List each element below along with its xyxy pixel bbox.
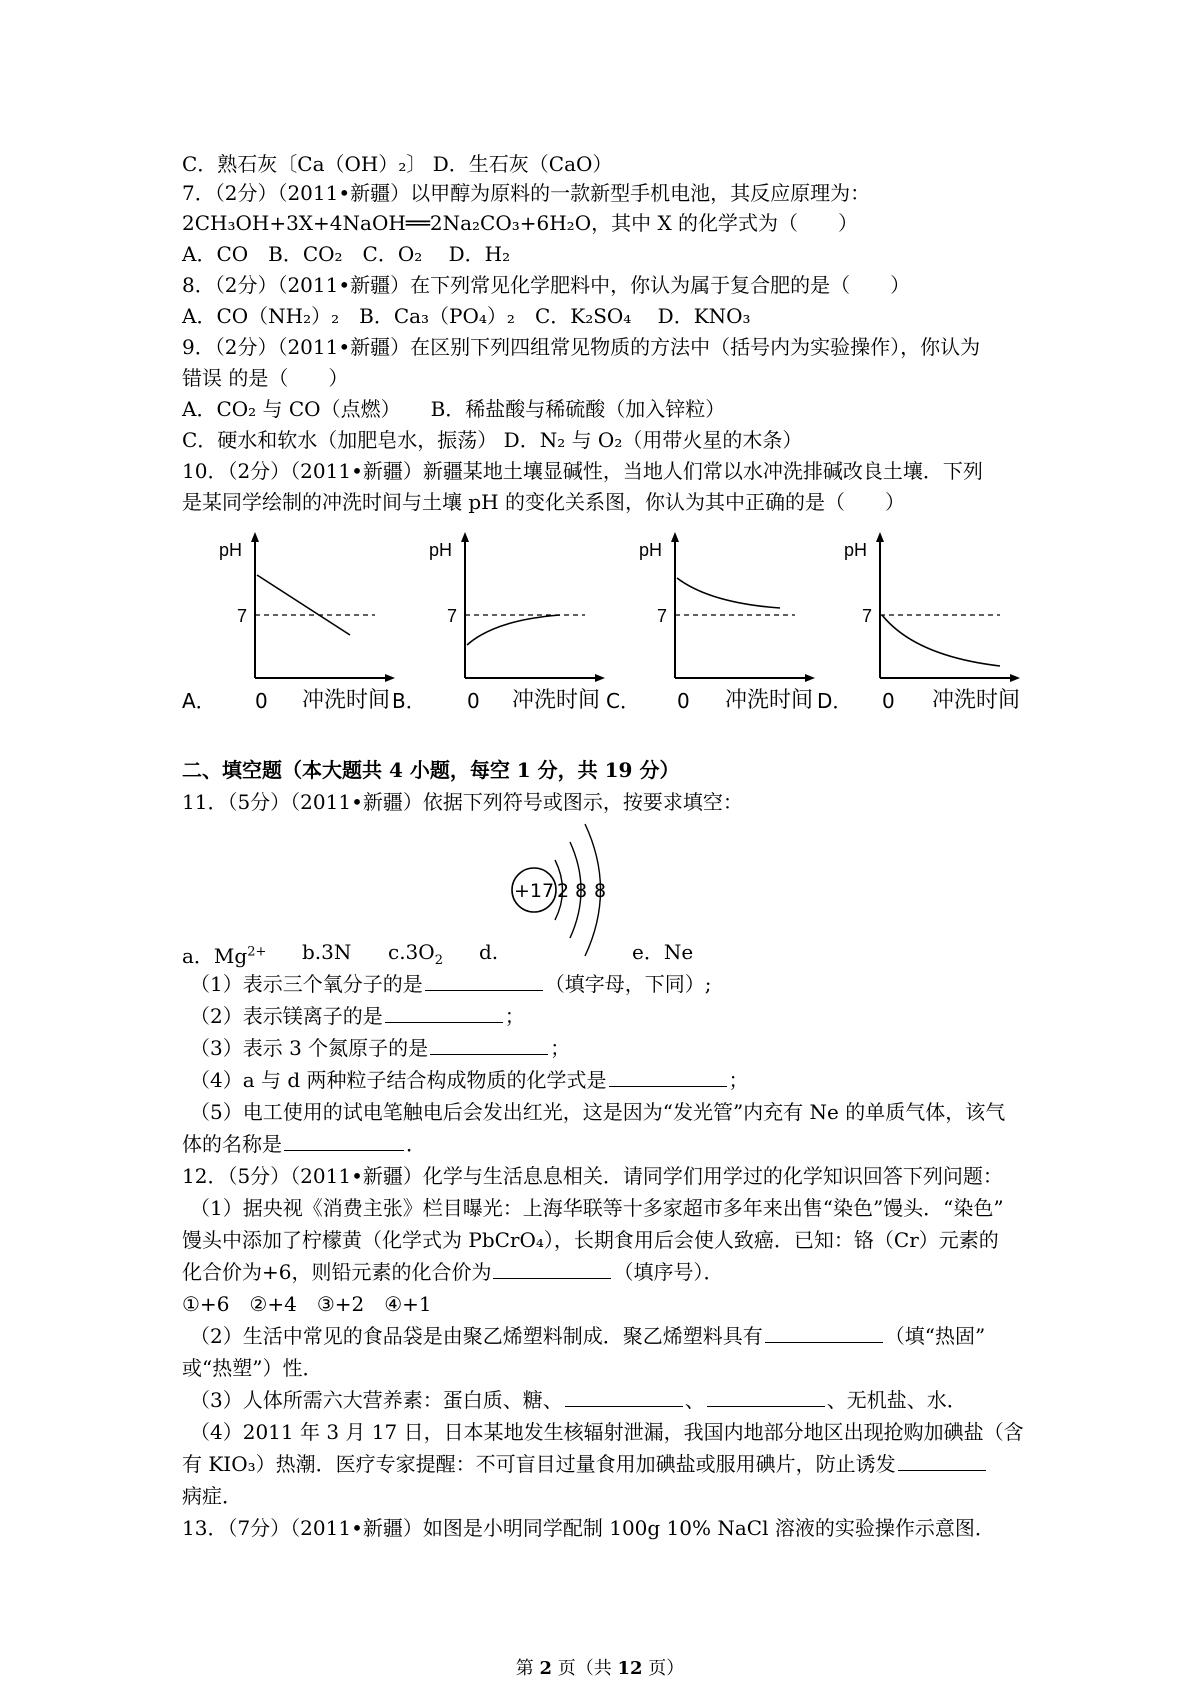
ph-graph-c bbox=[635, 528, 815, 698]
symbol-e: e．Ne bbox=[632, 940, 694, 964]
symbol-c: $c.3O_2$ bbox=[388, 940, 443, 968]
graph-c-origin: 0 bbox=[677, 689, 690, 713]
graph-b-ylabel: pH bbox=[429, 540, 453, 560]
ph-graph-b bbox=[425, 528, 605, 698]
q12-part-1-c: 化合价为+6，则铅元素的化合价为 （填序号）． bbox=[182, 1260, 724, 1284]
q13-stem: 13．（7分）（2011•新疆）如图是小明同学配制 100g 10% NaCl 溶液的实验操作示意图． bbox=[182, 1516, 995, 1540]
graph-d-ref: 7 bbox=[862, 606, 873, 626]
q12-part-4-b: 有 KIO₃）热潮．医疗专家提醒：不可盲目过量食用加碘盐或服用碘片，防止诱发 bbox=[182, 1450, 988, 1478]
symbol-b: b.3N bbox=[302, 940, 352, 964]
q9-stem: 9．（2分）（2011•新疆）在区别下列四组常见物质的方法中（括号内为实验操作），你认为 bbox=[182, 335, 981, 359]
q7-equation: 2CH₃OH+3X+4NaOH══2Na₂CO₃+6H₂O，其中 X 的化学式为（ ） bbox=[182, 211, 859, 235]
q11-part-1: （1）表示三个氧分子的是 （填字母，下同）; bbox=[190, 972, 712, 996]
q7-options: A．CO B．CO₂ C．O₂ D．H₂ bbox=[182, 242, 511, 266]
q11-stem: 11．（5分）（2011•新疆）依据下列符号或图示，按要求填空： bbox=[182, 790, 743, 814]
symbol-a: a．$Mg^{2+}$ bbox=[182, 943, 267, 968]
graph-b-xlabel: 冲洗时间 bbox=[512, 688, 601, 713]
page-total: 12 bbox=[617, 1658, 643, 1679]
blank-5 bbox=[284, 1130, 404, 1151]
blank-7 bbox=[765, 1322, 883, 1343]
q12-part-4: （4）2011 年 3 月 17 日，日本某地发生核辐射泄漏，我国内地部分地区出现抢购加碘盐（含 bbox=[190, 1420, 1024, 1444]
blank-2 bbox=[385, 1002, 503, 1023]
q11-part-4: （4）a 与 d 两种粒子结合构成物质的化学式是 ； bbox=[190, 1068, 749, 1092]
graph-a-xlabel: 冲洗时间 bbox=[302, 688, 391, 713]
q11-part-3: （3）表示 3 个氮原子的是 ； bbox=[190, 1036, 571, 1060]
blank-10 bbox=[898, 1450, 986, 1471]
graph-b-origin: 0 bbox=[467, 689, 480, 713]
q11-part-5: （5）电工使用的试电笔触电后会发出红光，这是因为“发光管”内充有 Ne 的单质气体，该气 bbox=[190, 1100, 1006, 1124]
shell-1-electrons: 2 bbox=[556, 880, 570, 902]
q7-stem: 7．（2分）（2011•新疆）以甲醇为原料的一款新型手机电池，其反应原理为： bbox=[182, 181, 871, 205]
section-2-heading: 二、填空题（本大题共 4 小题，每空 1 分，共 19 分） bbox=[182, 758, 680, 782]
graph-a-ylabel: pH bbox=[219, 540, 243, 560]
shell-2-electrons: 8 bbox=[574, 880, 588, 902]
q9-options-cd: C．硬水和软水（加肥皂水，振荡） D．N₂ 与 O₂（用带火星的木条） bbox=[182, 428, 803, 452]
graph-c-xlabel: 冲洗时间 bbox=[725, 688, 814, 713]
q11-symbols-row bbox=[182, 938, 694, 970]
graph-a-origin: 0 bbox=[255, 689, 268, 713]
q8-options: A．CO（NH₂）₂ B．Ca₃（PO₄）₂ C．K₂SO₄ D．KNO₃ bbox=[182, 304, 751, 328]
q12-part-1-b: 馒头中添加了柠檬黄（化学式为 PbCrO₄），长期食用后会使人致癌．已知：铬（Cr）元素的 bbox=[182, 1228, 999, 1252]
blank-8 bbox=[565, 1386, 683, 1407]
ph-graph-a bbox=[215, 528, 395, 698]
q10-stem-2: 是某同学绘制的冲洗时间与土壤 pH 的变化关系图，你认为其中正确的是（ ） bbox=[182, 490, 905, 514]
q8-stem: 8．（2分）（2011•新疆）在下列常见化学肥料中，你认为属于复合肥的是（ ） bbox=[182, 273, 911, 297]
q12-part-4-c: 病症． bbox=[182, 1484, 242, 1508]
graph-c-ref: 7 bbox=[657, 606, 668, 626]
graph-d-origin: 0 bbox=[882, 689, 895, 713]
blank-1 bbox=[425, 970, 543, 991]
q12-stem: 12．（5分）（2011•新疆）化学与生活息息相关．请同学们用学过的化学知识回答下列问题： bbox=[182, 1164, 1003, 1188]
option-a-label: A． bbox=[182, 689, 216, 713]
graph-b-ref: 7 bbox=[447, 606, 458, 626]
q11-part-5-cont: 体的名称是 ． bbox=[182, 1132, 426, 1156]
graph-d-ylabel: pH bbox=[844, 540, 868, 560]
page-footer: 第 2 页（共 12 页） bbox=[515, 1658, 685, 1679]
q12-part-3: （3）人体所需六大营养素：蛋白质、糖、 、 、无机盐、水． bbox=[190, 1388, 967, 1412]
symbol-d: d. bbox=[479, 940, 499, 964]
graph-d-xlabel: 冲洗时间 bbox=[932, 688, 1021, 713]
option-b-label: B． bbox=[392, 689, 426, 713]
option-d-label: D． bbox=[817, 689, 853, 713]
q11-part-2: （2）表示镁离子的是 ； bbox=[190, 1004, 525, 1028]
shell-3-electrons: 8 bbox=[593, 880, 607, 902]
blank-9 bbox=[707, 1386, 825, 1407]
ph-graph-d bbox=[840, 528, 1020, 698]
blank-4 bbox=[609, 1066, 727, 1087]
q12-part-2: （2）生活中常见的食品袋是由聚乙烯塑料制成．聚乙烯塑料具有 （填“热固” bbox=[190, 1324, 986, 1348]
graph-c-ylabel: pH bbox=[639, 540, 663, 560]
page-number: 2 bbox=[539, 1658, 552, 1679]
q9-options-ab: A．CO₂ 与 CO（点燃） B．稀盐酸与稀硫酸（加入锌粒） bbox=[182, 397, 726, 421]
blank-6 bbox=[493, 1258, 611, 1279]
nucleus-label: +17 bbox=[513, 880, 555, 902]
chlorine-ion-diagram bbox=[510, 818, 630, 958]
q10-stem: 10．（2分）（2011•新疆）新疆某地土壤显碱性，当地人们常以水冲洗排碱改良土壤．下列 bbox=[182, 459, 983, 483]
option-c-label: C． bbox=[606, 689, 640, 713]
q9-stem-2: 错误 的是（ ） bbox=[182, 366, 349, 390]
graph-a-ref: 7 bbox=[237, 606, 248, 626]
line-q6-options: C．熟石灰〔Ca（OH）₂〕 D．生石灰（CaO） bbox=[182, 152, 613, 176]
q12-choices: ①+6 ②+4 ③+2 ④+1 bbox=[182, 1292, 432, 1316]
blank-3 bbox=[430, 1034, 548, 1055]
q12-part-2-b: 或“热塑”）性． bbox=[182, 1356, 323, 1380]
q12-part-1: （1）据央视《消费主张》栏目曝光：上海华联等十多家超市多年来出售“染色”馒头．“染色” bbox=[190, 1196, 1004, 1220]
